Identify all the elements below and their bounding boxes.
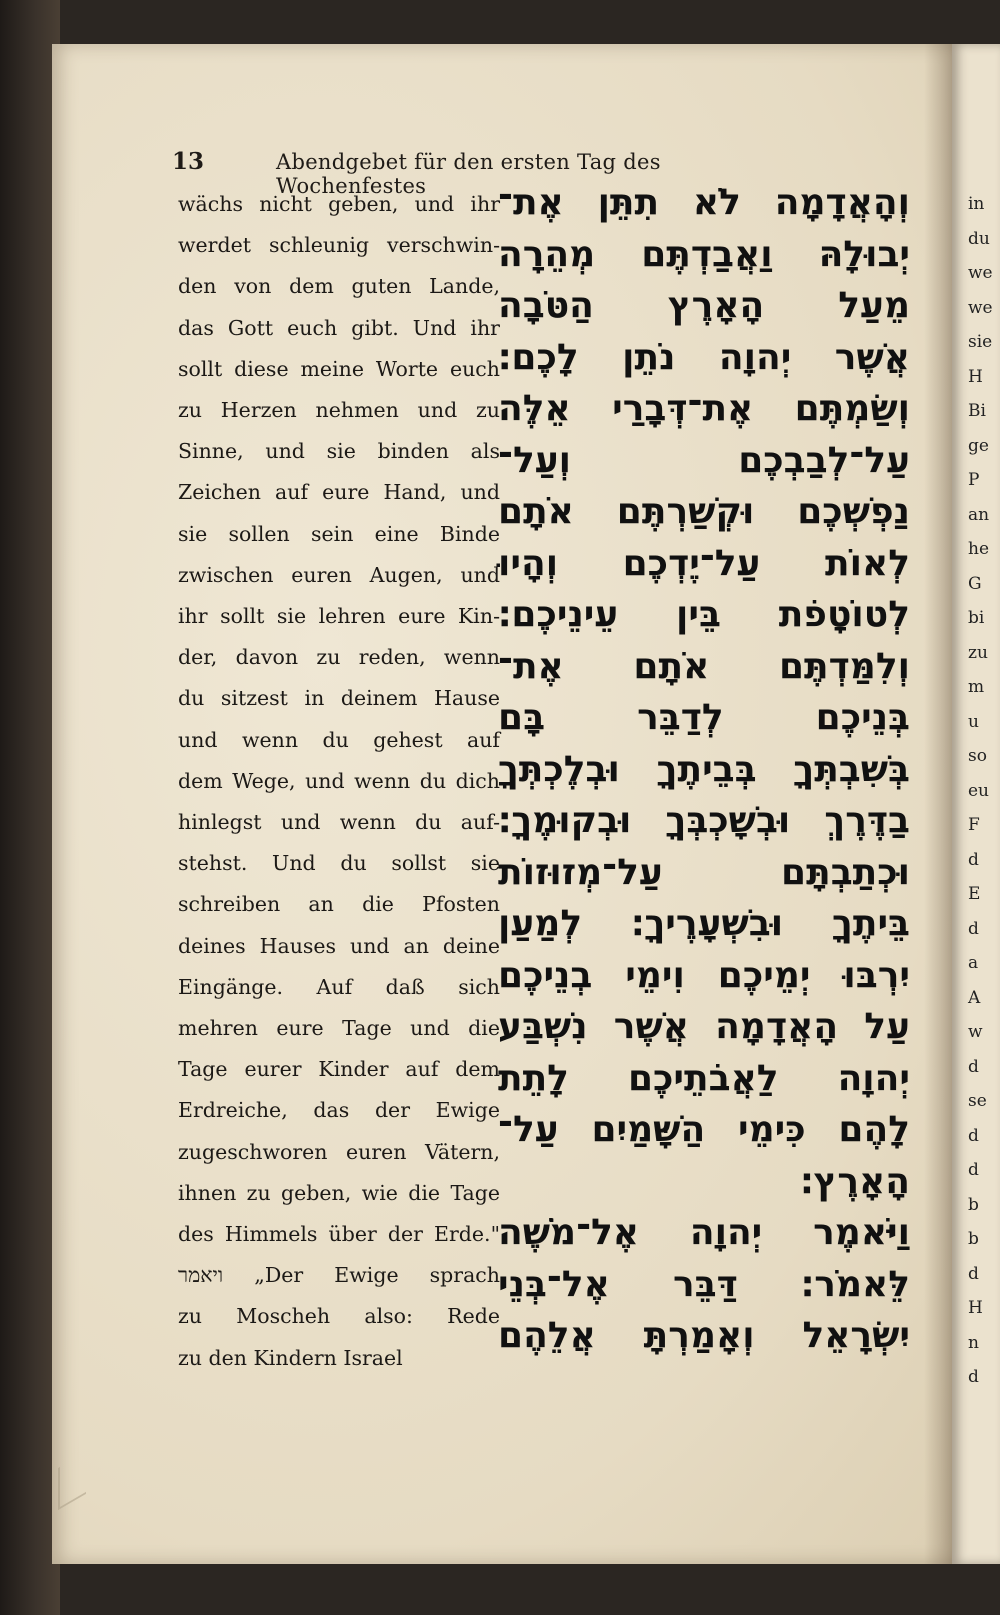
hebrew-line: אֲשֶׁר יְהוָה נֹתֵן לָכֶם׃ (498, 336, 910, 378)
running-title: Abendgebet für den ersten Tag des Wochenfestes (276, 150, 661, 198)
german-line: ihr sollt sie lehren eure Kin- (178, 604, 500, 628)
adjacent-page-text: w (968, 1022, 983, 1042)
german-line: des Himmels über der Erde." (178, 1222, 500, 1246)
german-line: mehren eure Tage und die (178, 1016, 500, 1040)
adjacent-page-text: zu (968, 642, 988, 663)
adjacent-page-text: Bi (968, 401, 986, 421)
german-line: ihnen zu geben, wie die Tage (178, 1180, 500, 1205)
hebrew-line: הָאָרֶץ׃ (800, 1160, 910, 1202)
hebrew-line: נַפְשְׁכֶם וּקְשַׁרְתֶּם אֹתָם (498, 491, 910, 532)
hebrew-line: יִרְבּוּ יְמֵיכֶם וִימֵי בְנֵיכֶם (498, 954, 910, 996)
adjacent-page-text: an (968, 504, 990, 525)
hebrew-line: וּכְתַבְתָּם עַל־מְזוּזוֹת (498, 851, 910, 893)
hebrew-line: לֵּאמֹר׃ דַּבֵּר אֶל־בְּנֵי (498, 1263, 910, 1305)
adjacent-page-text: sie (968, 332, 993, 352)
adjacent-page-text: eu (968, 780, 990, 801)
german-line: Zeichen auf eure Hand, und (178, 480, 500, 505)
adjacent-page-text: P (968, 470, 980, 490)
adjacent-page-text: n (968, 1332, 979, 1353)
hebrew-line: בַדֶּרֶךְ וּבְשָׁכְבְּךָ וּבְקוּמֶךָ׃ (498, 800, 910, 841)
adjacent-page-text: se (968, 1091, 987, 1111)
german-line: der, davon zu reden, wenn (178, 645, 500, 670)
adjacent-page-text: H (968, 366, 983, 387)
hebrew-line: בְּנֵיכֶם לְדַבֵּר בָּם (498, 697, 910, 738)
german-line: hinlegst und wenn du auf- (178, 810, 500, 834)
german-line: Erdreiche, das der Ewige (178, 1098, 500, 1123)
adjacent-page-text: F (968, 815, 980, 835)
hebrew-line: בֵּיתֶךָ וּבִשְׁעָרֶיךָ׃ לְמַעַן (498, 903, 910, 944)
german-line: zu Herzen nehmen und zu (178, 398, 500, 422)
german-line: Tage eurer Kinder auf dem (178, 1057, 500, 1082)
hebrew-line: יְהוָה לַאֲבֹתֵיכֶם לָתֵת (498, 1057, 910, 1099)
hebrew-line: לְאוֹת עַל־יֶדְכֶם וְהָיוּ (498, 542, 910, 584)
page-number: 13 (172, 148, 205, 175)
book-spine (0, 0, 60, 1615)
adjacent-page-text: b (968, 1229, 979, 1249)
adjacent-page-text: d (968, 1056, 979, 1077)
german-line: sie sollen sein eine Binde (178, 521, 500, 546)
hebrew-line: לָהֶם כִּימֵי הַשָּׁמַיִם עַל־ (498, 1109, 910, 1150)
hebrew-line: לְטוֹטָפֹת בֵּין עֵינֵיכֶם׃ (498, 594, 910, 635)
adjacent-page-text: H (968, 1298, 983, 1318)
adjacent-page-text: A (968, 987, 981, 1008)
adjacent-page-text: E (968, 884, 981, 904)
adjacent-page-text: so (968, 746, 987, 766)
german-line: werdet schleunig verschwin- (178, 233, 500, 258)
hebrew-line: עַל־לְבַבְכֶם וְעַל־ (498, 439, 910, 481)
adjacent-page-text: m (968, 677, 985, 697)
adjacent-page-text: d (968, 918, 979, 939)
hebrew-line: יְבוּלָהּ וַאֲבַדְתֶּם מְהֵרָה (498, 233, 910, 275)
adjacent-page-text: we (968, 263, 993, 283)
adjacent-page-text: ge (968, 435, 989, 456)
adjacent-page-fragment (952, 44, 1000, 1564)
german-line: Eingänge. Auf daß sich (178, 974, 500, 999)
adjacent-page-text: du (968, 228, 990, 249)
adjacent-page-text: he (968, 539, 990, 559)
german-line: dem Wege, und wenn du dich (178, 768, 500, 793)
hebrew-line: וְלִמַּדְתֶּם אֹתָם אֶת־ (498, 645, 910, 687)
hebrew-line: בְּשִׁבְתְּךָ בְּבֵיתֶךָ וּבְלֶכְתְּךָ (498, 748, 910, 790)
german-line: zwischen euren Augen, und (178, 562, 500, 587)
adjacent-page-text: G (968, 573, 982, 594)
adjacent-page-text: bi (968, 608, 985, 628)
hebrew-line: וַיֹּאמֶר יְהוָה אֶל־מֹשֶׁה (498, 1212, 910, 1253)
german-line: den von dem guten Lande, (178, 274, 500, 299)
hebrew-line: מֵעַל הָאָרֶץ הַטֹּבָה (498, 285, 910, 326)
german-line: Sinne, und sie binden als (178, 439, 500, 464)
adjacent-page-text: u (968, 711, 979, 732)
page-gutter-shadow (924, 44, 954, 1564)
german-line: zu den Kindern Israel (178, 1345, 403, 1370)
adjacent-page-text: b (968, 1194, 979, 1215)
german-line: sollt diese meine Worte euch (178, 356, 500, 381)
german-line: deines Hauses und an deine (178, 933, 500, 958)
german-line: ויאמר „Der Ewige sprach (178, 1263, 500, 1288)
german-line: stehst. Und du sollst sie (178, 851, 500, 876)
hebrew-line: יִשְׂרָאֵל וְאָמַרְתָּ אֲלֵהֶם (498, 1315, 910, 1356)
hebrew-line: וְהָאֲדָמָה לֹא תִתֵּן אֶת־ (498, 182, 910, 223)
adjacent-page-text: a (968, 953, 979, 973)
german-line: wächs nicht geben, und ihr (178, 192, 500, 216)
adjacent-page-text: in (968, 194, 985, 214)
german-line: zugeschworen euren Vätern, (178, 1139, 500, 1164)
hebrew-line: וְשַׂמְתֶּם אֶת־דְּבָרַי אֵלֶּה (498, 388, 910, 429)
adjacent-page-text: d (968, 849, 979, 870)
german-line: schreiben an die Pfosten (178, 892, 500, 917)
hebrew-line: עַל הָאֲדָמָה אֲשֶׁר נִשְׁבַּע (498, 1006, 910, 1047)
page-header (172, 148, 812, 198)
adjacent-page-text: d (968, 1367, 979, 1387)
german-line: zu Moscheh also: Rede (178, 1304, 500, 1329)
german-line: du sitzest in deinem Hause (178, 686, 500, 711)
adjacent-page-text: d (968, 1263, 979, 1284)
german-line: und wenn du gehest auf (178, 727, 500, 752)
german-line: das Gott euch gibt. Und ihr (178, 315, 500, 340)
adjacent-page-text: we (968, 297, 993, 318)
adjacent-page-text: d (968, 1125, 979, 1146)
adjacent-page-text: d (968, 1160, 979, 1180)
